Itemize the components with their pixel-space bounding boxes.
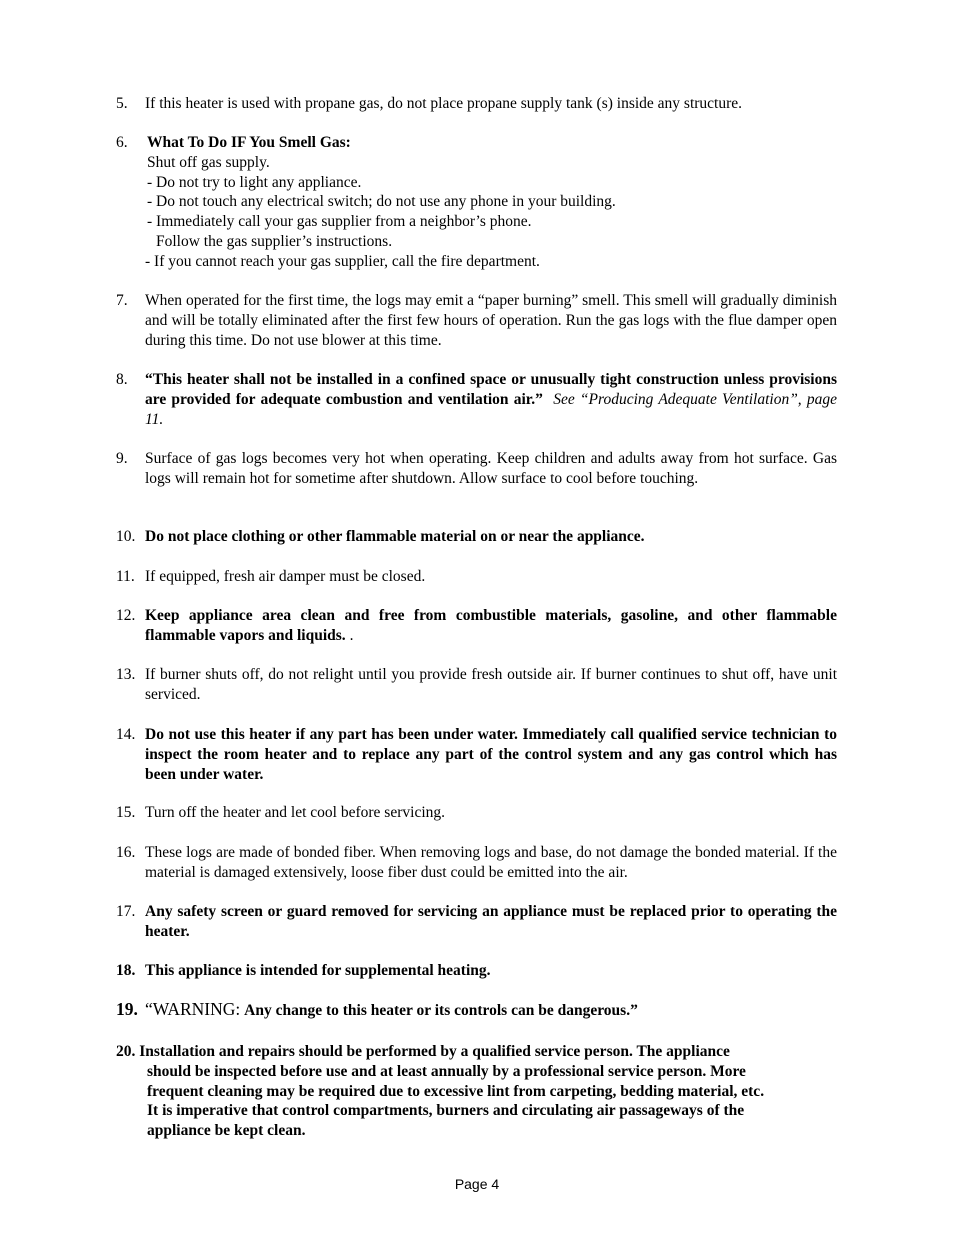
- item-19: [116, 1000, 837, 1021]
- item-number: 14.: [116, 726, 136, 743]
- item-text: Do not place clothing or other flammable material on or near the appliance.: [145, 528, 645, 545]
- item-13: [116, 665, 837, 705]
- item-line: - Do not try to light any appliance.: [147, 173, 362, 191]
- item-9: [116, 449, 837, 489]
- item-number: 16.: [116, 844, 136, 861]
- item-line: appliance be kept clean.: [147, 1122, 306, 1140]
- item-number: 10.: [116, 528, 136, 545]
- item-text: Any safety screen or guard removed for servicing an appliance must be replaced prior to operating the heater.: [145, 903, 837, 940]
- item-text: Surface of gas logs becomes very hot when operating. Keep children and adults away from hot surface. Gas logs will remain hot for sometime after shutdown. Allow surface to cool before touching.: [145, 450, 837, 487]
- item-number: 12.: [116, 607, 136, 624]
- item-line: Shut off gas supply.: [147, 153, 270, 171]
- item-body: [147, 133, 837, 272]
- item-cross-reference: See “Producing Adequate Ventilation”, page 11.: [145, 390, 838, 428]
- item-first-line: [116, 1042, 837, 1062]
- item-number: 13.: [116, 666, 136, 683]
- item-number: 7.: [116, 292, 128, 309]
- item-5: [116, 94, 837, 114]
- item-number: 15.: [116, 804, 136, 821]
- item-body: [145, 606, 837, 646]
- item-bold-text: Any change to this heater or its controls can be dangerous.”: [244, 1002, 638, 1019]
- item-number: 6.: [116, 134, 128, 151]
- item-15: [116, 803, 837, 823]
- item-number: 18.: [116, 962, 136, 979]
- item-12: [116, 606, 837, 646]
- item-text: When operated for the first time, the logs may emit a “paper burning” smell. This smell will gradually diminish and will be totally eliminated after the first few hours of operation. Run the gas logs with the flue damper open during this time. Do not use blower at this time.: [145, 292, 837, 349]
- item-line: Follow the gas supplier’s instructions.: [156, 232, 393, 250]
- item-text: Turn off the heater and let cool before servicing.: [145, 804, 446, 821]
- item-text: This appliance is intended for supplemental heating.: [145, 962, 491, 979]
- item-body: [145, 1000, 837, 1021]
- item-number: 19.: [116, 999, 138, 1019]
- item-line: Installation and repairs should be performed by a qualified service person. The appliance: [139, 1043, 730, 1060]
- item-number: 20.: [116, 1043, 136, 1060]
- item-line: - Immediately call your gas supplier from a neighbor’s phone.: [147, 213, 532, 231]
- item-20: [116, 1042, 837, 1141]
- page-number: Page 4: [454, 1176, 500, 1192]
- item-text: Do not use this heater if any part has been under water. Immediately call qualified service technician to inspect the room heater and to replace any part of the control system and any gas control which has been under water.: [145, 726, 837, 783]
- item-line: It is imperative that control compartments, burners and circulating air passageways of the: [147, 1102, 745, 1120]
- item-number: 9.: [116, 450, 128, 467]
- item-text: If this heater is used with propane gas, do not place propane supply tank (s) inside any structure.: [145, 95, 743, 112]
- item-17: [116, 902, 837, 942]
- item-10: [116, 527, 837, 547]
- item-number: 17.: [116, 903, 136, 920]
- item-8: [116, 370, 837, 429]
- item-6: [116, 133, 837, 272]
- item-body: [145, 370, 837, 429]
- item-text: These logs are made of bonded fiber. When removing logs and base, do not damage the bonded material. If the material is damaged extensively, loose fiber dust could be emitted into the air.: [145, 844, 837, 881]
- item-text: If burner shuts off, do not relight until you provide fresh outside air. If burner continues to shut off, have unit serviced.: [145, 666, 837, 703]
- item-text: If equipped, fresh air damper must be closed.: [145, 568, 426, 585]
- item-line: frequent cleaning may be required due to excessive lint from carpeting, bedding material, etc.: [147, 1082, 765, 1100]
- item-18: [116, 961, 837, 981]
- item-line: - If you cannot reach your gas supplier, call the fire department.: [145, 252, 540, 270]
- item-bold-text: “This heater shall not be installed in a confined space or unusually tight construction unless provisions are provided for adequate combustion and ventilation air.”: [145, 371, 837, 408]
- item-16: [116, 843, 837, 883]
- item-line: - Do not touch any electrical switch; do not use any phone in your building.: [147, 193, 616, 211]
- item-number: 8.: [116, 371, 128, 388]
- item-number: 11.: [116, 568, 135, 585]
- item-7: [116, 291, 837, 350]
- item-bold-text: Keep appliance area clean and free from combustible materials, gasoline, and other flammable flammable vapors and liquids.: [145, 607, 837, 644]
- item-line: should be inspected before use and at least annually by a professional service person. More: [147, 1062, 746, 1080]
- item-11: [116, 567, 837, 587]
- item-14: [116, 725, 837, 784]
- item-heading: What To Do IF You Smell Gas:: [147, 134, 351, 151]
- warning-lead: “WARNING:: [145, 999, 241, 1019]
- item-number: 5.: [116, 95, 128, 112]
- item-trailing-text: .: [345, 626, 354, 644]
